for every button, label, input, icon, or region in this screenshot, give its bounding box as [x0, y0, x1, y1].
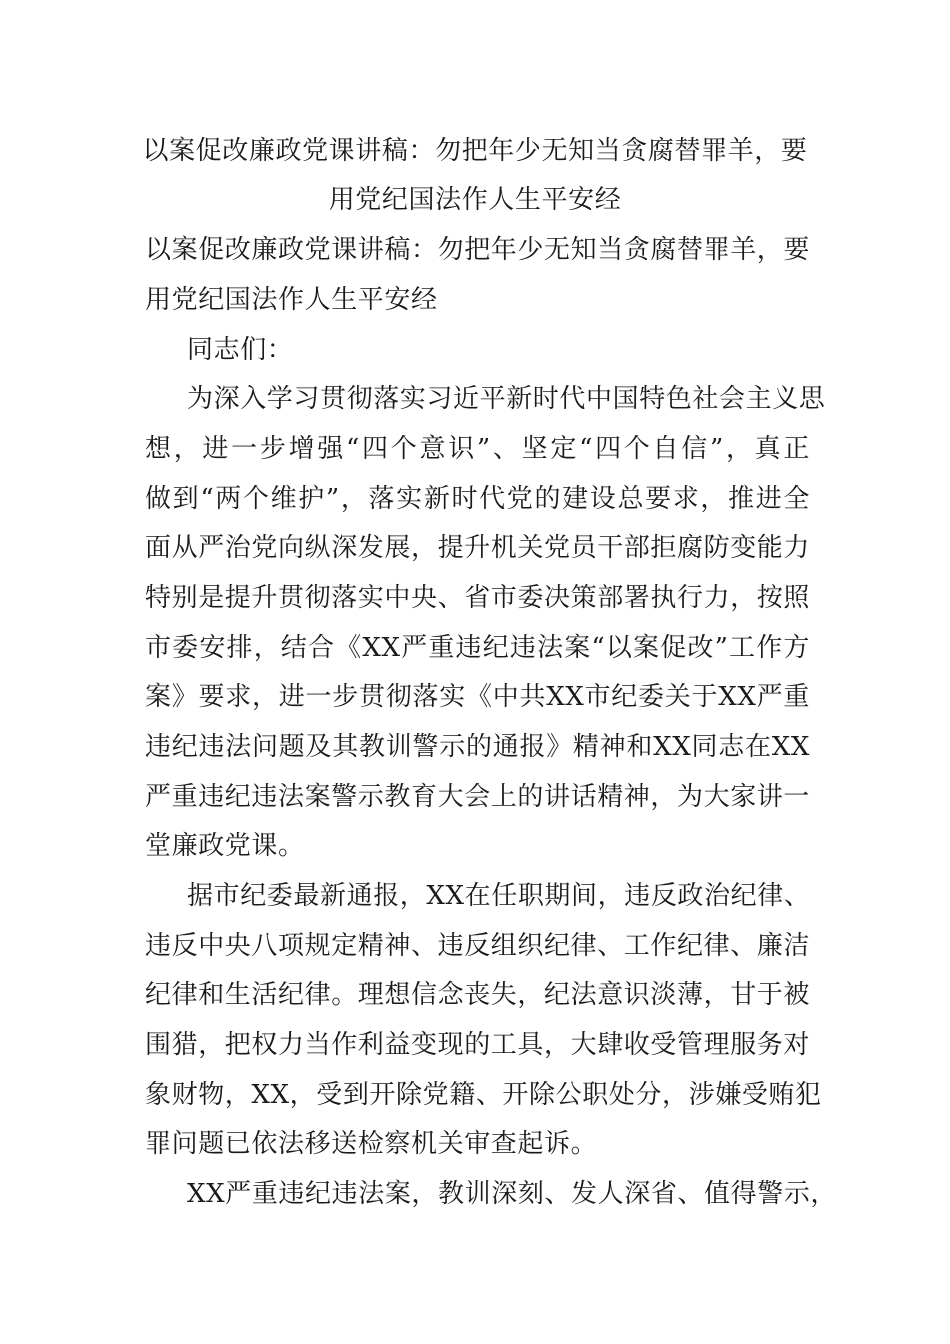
paragraph-2-line-6: 罪问题已依法移送检察机关审查起诉。: [145, 1129, 598, 1159]
paragraph-1-line-4: 面从严治党向纵深发展，提升机关党员干部拒腐防变能力: [145, 533, 811, 563]
paragraph-1-line-9: 严重违纪违法案警示教育大会上的讲话精神，为大家讲一: [145, 782, 811, 812]
paragraph-1-line-3: 做到“两个维护”，落实新时代党的建设总要求，推进全: [145, 484, 810, 514]
paragraph-1-line-8: 违纪违法问题及其教训警示的通报》精神和XX同志在XX: [145, 732, 810, 762]
salutation: 同志们：: [187, 335, 294, 365]
document-title-line-1: 以案促改廉政党课讲稿：勿把年少无知当贪腐替罪羊，要: [142, 136, 808, 166]
paragraph-2-line-4: 围猎，把权力当作利益变现的工具，大肆收受管理服务对: [145, 1030, 811, 1060]
paragraph-2-line-2: 违反中央八项规定精神、违反组织纪律、工作纪律、廉洁: [145, 931, 811, 961]
paragraph-2-line-3: 纪律和生活纪律。理想信念丧失，纪法意识淡薄，甘于被: [145, 980, 811, 1010]
document-title-line-2: 用党纪国法作人生平安经: [328, 185, 622, 215]
heading-line-1: 以案促改廉政党课讲稿：勿把年少无知当贪腐替罪羊，要: [145, 235, 811, 265]
paragraph-1-line-7: 案》要求，进一步贯彻落实《中共XX市纪委关于XX严重: [145, 682, 810, 712]
paragraph-1-line-10: 堂廉政党课。: [145, 831, 305, 861]
heading-line-2: 用党纪国法作人生平安经: [145, 285, 438, 315]
paragraph-1-line-6: 市委安排，结合《XX严重违纪违法案“以案促改”工作方: [145, 633, 810, 663]
paragraph-1-line-5: 特别是提升贯彻落实中央、省市委决策部署执行力，按照: [145, 583, 811, 613]
paragraph-1-line-1: 为深入学习贯彻落实习近平新时代中国特色社会主义思: [187, 384, 826, 414]
paragraph-1-line-2: 想，进一步增强“四个意识”、坚定“四个自信”，真正: [145, 434, 810, 464]
paragraph-3-line-1: XX严重违纪违法案，教训深刻、发人深省、值得警示，: [187, 1179, 838, 1209]
paragraph-2-line-1: 据市纪委最新通报，XX在任职期间，违反政治纪律、: [187, 881, 811, 911]
paragraph-2-line-5: 象财物，XX，受到开除党籍、开除公职处分，涉嫌受贿犯: [145, 1080, 822, 1110]
